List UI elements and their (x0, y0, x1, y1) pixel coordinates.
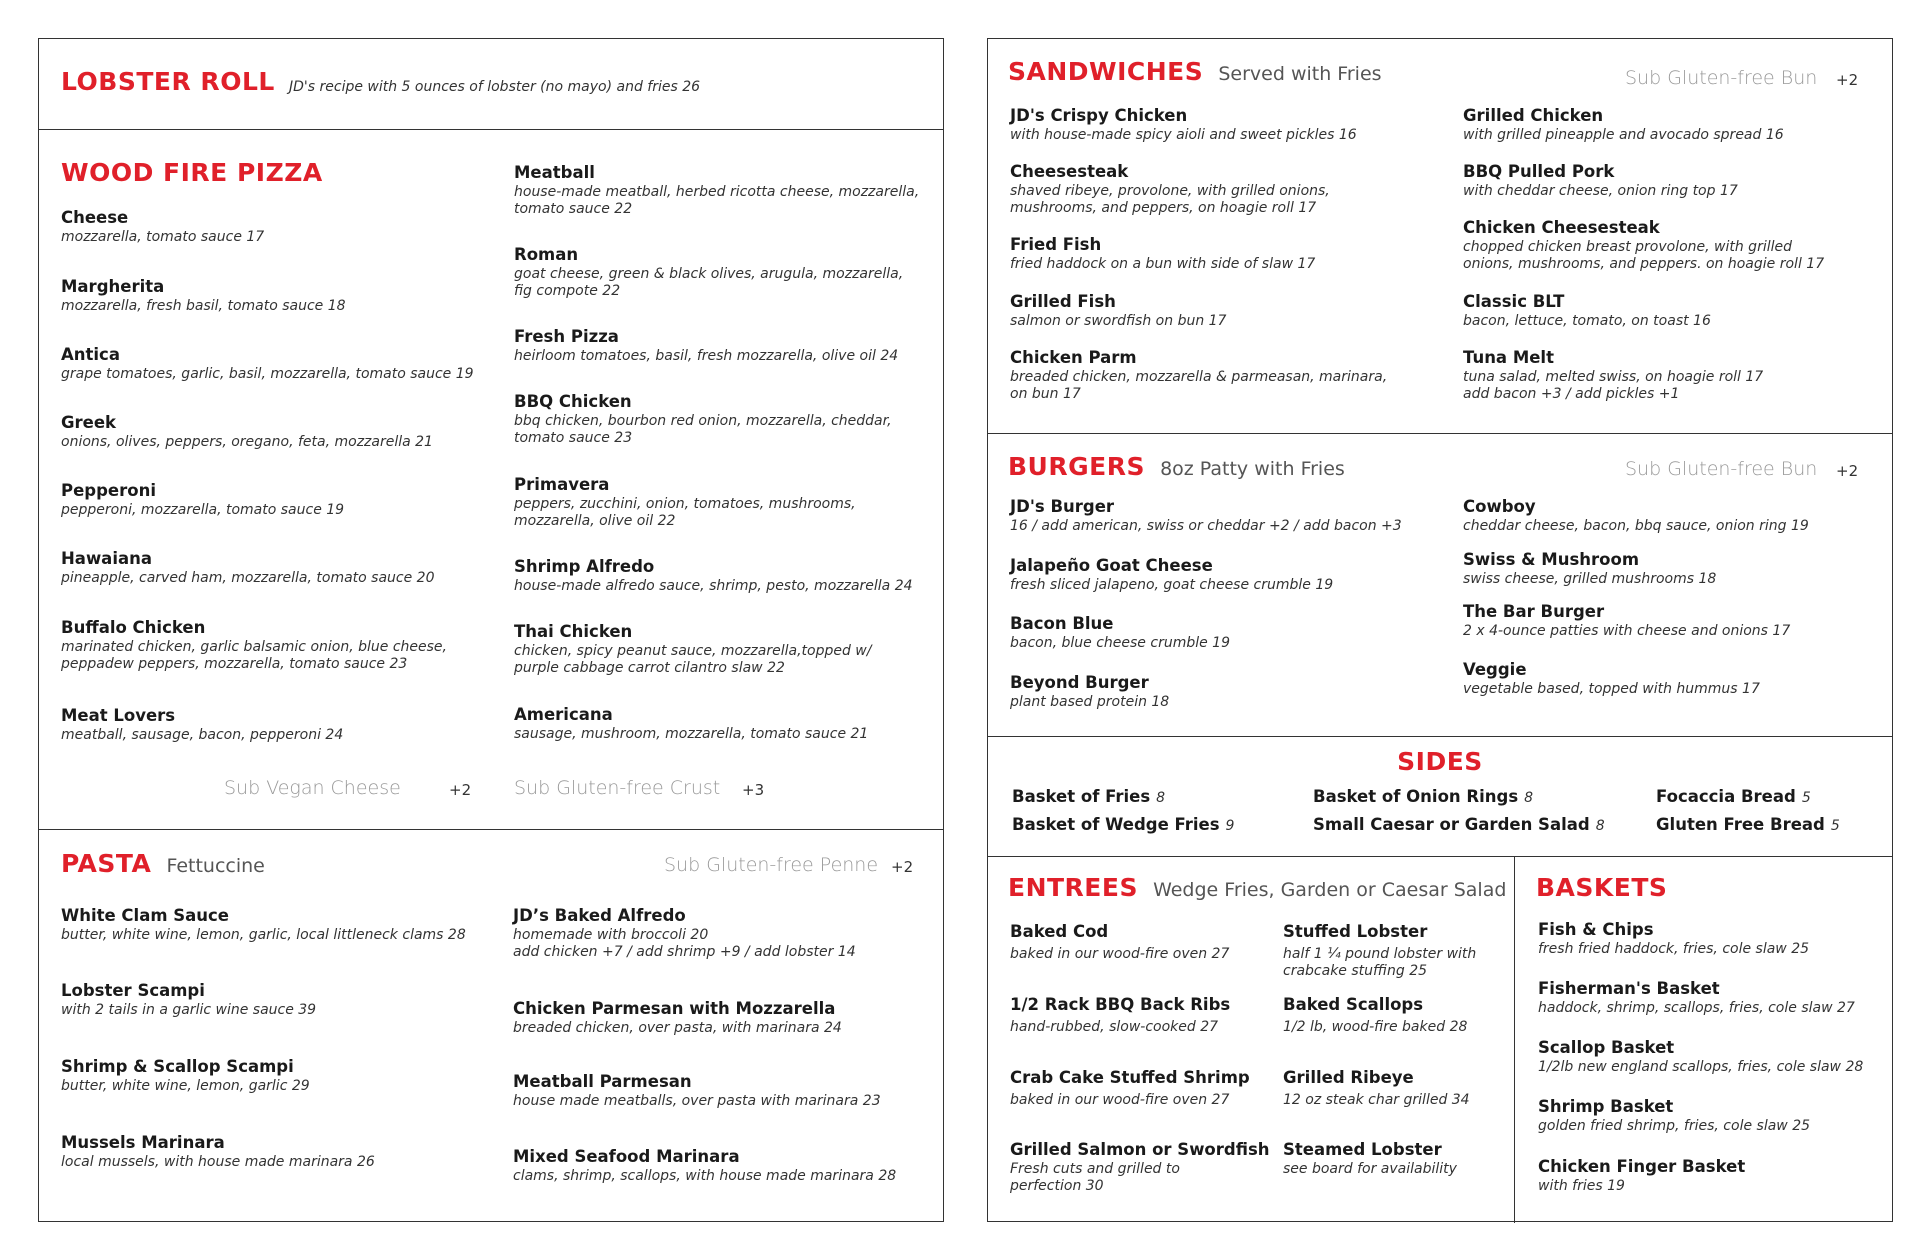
basket-item (1538, 978, 1855, 1017)
item-desc: with house-made spicy aioli and sweet pickles 16 (1010, 127, 1357, 143)
entrees-heading (1008, 873, 1506, 902)
item-desc: fresh fried haddock, fries, cole slaw 25 (1538, 941, 1810, 957)
item-name: Grilled Chicken (1463, 106, 1604, 125)
pasta-section (39, 829, 943, 1223)
entree-item (1010, 1067, 1250, 1109)
item-desc: clams, shrimp, scallops, with house made marinara 28 (513, 1168, 897, 1184)
burgers-subtitle: 8oz Patty with Fries (1160, 458, 1345, 480)
side-price: 8 (1524, 790, 1534, 806)
basket-item (1538, 1096, 1810, 1135)
item-name: Baked Scallops (1283, 995, 1424, 1014)
pizza-item (61, 705, 343, 744)
item-name: BBQ Chicken (514, 392, 632, 411)
sandwich-item (1010, 291, 1226, 330)
burgers-title: BURGERS (1008, 452, 1145, 481)
item-desc: marinated chicken, garlic balsamic onion, blue cheese, peppadew peppers, mozzarella, tomato sauce 23 (61, 639, 447, 672)
side-name: Basket of Wedge Fries (1012, 815, 1220, 834)
burger-item (1463, 601, 1790, 640)
pasta-item (61, 980, 316, 1019)
item-desc: local mussels, with house made marinara 26 (61, 1154, 375, 1170)
item-name: Buffalo Chicken (61, 618, 206, 637)
pizza-item (514, 621, 871, 677)
item-desc: mozzarella, tomato sauce 17 (61, 229, 265, 245)
item-name: Pepperoni (61, 481, 156, 500)
burgers-section (988, 433, 1892, 736)
item-name: Cheese (61, 208, 129, 227)
entree-item (1283, 921, 1476, 980)
item-name: Meat Lovers (61, 706, 176, 725)
item-name: Cheesesteak (1010, 162, 1129, 181)
item-name: Scallop Basket (1538, 1038, 1675, 1057)
sub-vegan-price: +2 (449, 781, 472, 799)
item-desc: see board for availability (1283, 1161, 1457, 1177)
item-name: Fried Fish (1010, 235, 1102, 254)
item-desc: house-made meatball, herbed ricotta cheese, mozzarella, tomato sauce 22 (514, 184, 920, 217)
item-desc: house-made alfredo sauce, shrimp, pesto, mozzarella 24 (514, 578, 913, 594)
burger-item (1010, 555, 1333, 594)
sandwiches-sub-price: +2 (1836, 71, 1859, 89)
item-desc: haddock, shrimp, scallops, fries, cole slaw 27 (1538, 1000, 1855, 1016)
pizza-item (514, 391, 892, 447)
item-name: Shrimp Basket (1538, 1097, 1674, 1116)
item-desc: bacon, blue cheese crumble 19 (1010, 635, 1230, 651)
burger-item (1463, 496, 1809, 535)
side-name: Basket of Fries (1012, 787, 1151, 806)
item-name: Fish & Chips (1538, 920, 1654, 939)
item-desc: bbq chicken, bourbon red onion, mozzarella, cheddar, tomato sauce 23 (514, 413, 892, 446)
item-desc: grape tomatoes, garlic, basil, mozzarella, tomato sauce 19 (61, 366, 474, 382)
sandwiches-sub-note: Sub Gluten-free Bun (1625, 67, 1818, 89)
side-item (1313, 815, 1605, 834)
item-desc: vegetable based, topped with hummus 17 (1463, 681, 1760, 697)
side-item (1012, 815, 1234, 834)
item-desc: mozzarella, fresh basil, tomato sauce 18 (61, 298, 346, 314)
side-name: Focaccia Bread (1656, 787, 1796, 806)
item-name: JD's Burger (1010, 497, 1115, 516)
item-name: White Clam Sauce (61, 906, 229, 925)
item-desc: chicken, spicy peanut sauce, mozzarella,topped w/ purple cabbage carrot cilantro slaw 22 (514, 643, 872, 676)
item-name: Americana (514, 705, 613, 724)
side-price: 5 (1801, 790, 1811, 806)
item-desc: bacon, lettuce, tomato, on toast 16 (1463, 313, 1711, 329)
entree-item (1283, 1139, 1457, 1178)
pizza-item (514, 556, 913, 595)
pasta-item (61, 1132, 375, 1171)
item-desc: half 1 ¼ pound lobster with crabcake stuffing 25 (1283, 946, 1477, 979)
sandwich-item (1010, 234, 1315, 273)
pasta-sub-note: Sub Gluten-free Penne (664, 854, 879, 876)
burger-item (1010, 613, 1230, 652)
item-desc: fresh sliced jalapeno, goat cheese crumble 19 (1010, 577, 1334, 593)
right-menu-panel (987, 38, 1893, 1222)
item-name: Chicken Cheesesteak (1463, 218, 1660, 237)
pizza-item (61, 344, 474, 383)
item-desc: pepperoni, mozzarella, tomato sauce 19 (61, 502, 345, 518)
entrees-subtitle: Wedge Fries, Garden or Caesar Salad (1153, 879, 1507, 901)
item-name: JD's Crispy Chicken (1010, 106, 1188, 125)
sandwich-item (1010, 161, 1330, 217)
item-name: Thai Chicken (514, 622, 633, 641)
item-name: Baked Cod (1010, 922, 1109, 941)
item-desc: butter, white wine, lemon, garlic, local littleneck clams 28 (61, 927, 466, 943)
item-name: Crab Cake Stuffed Shrimp (1010, 1068, 1250, 1087)
item-desc: with fries 19 (1538, 1178, 1625, 1194)
sub-gf-crust-price: +3 (742, 781, 765, 799)
basket-item (1538, 919, 1809, 958)
side-name: Basket of Onion Rings (1313, 787, 1519, 806)
item-desc: baked in our wood-fire oven 27 (1010, 946, 1230, 962)
item-desc: butter, white wine, lemon, garlic 29 (61, 1078, 310, 1094)
item-desc: 16 / add american, swiss or cheddar +2 / add bacon +3 (1010, 518, 1402, 534)
item-name: Margherita (61, 277, 165, 296)
item-desc: meatball, sausage, bacon, pepperoni 24 (61, 727, 344, 743)
item-desc: 2 x 4-ounce patties with cheese and onions 17 (1463, 623, 1791, 639)
item-desc: peppers, zucchini, onion, tomatoes, mushrooms, mozzarella, olive oil 22 (514, 496, 856, 529)
item-name: Veggie (1463, 660, 1527, 679)
item-name: Fresh Pizza (514, 327, 619, 346)
pizza-item (514, 474, 856, 530)
item-name: Meatball (514, 163, 595, 182)
burger-item (1463, 659, 1760, 698)
sandwich-item (1463, 161, 1738, 200)
item-name: Hawaiana (61, 549, 152, 568)
item-desc: cheddar cheese, bacon, bbq sauce, onion ring 19 (1463, 518, 1809, 534)
sub-vegan-note: Sub Vegan Cheese (224, 777, 401, 799)
item-desc: shaved ribeye, provolone, with grilled onions, mushrooms, and peppers, on hoagie roll 17 (1010, 183, 1330, 216)
item-name: Shrimp & Scallop Scampi (61, 1057, 294, 1076)
item-name: Primavera (514, 475, 610, 494)
basket-item (1538, 1156, 1745, 1195)
item-name: Classic BLT (1463, 292, 1565, 311)
pizza-item (61, 276, 346, 315)
item-name: Stuffed Lobster (1283, 922, 1428, 941)
item-name: Greek (61, 413, 117, 432)
pasta-title: PASTA (61, 849, 152, 878)
sub-gf-crust-note: Sub Gluten-free Crust (514, 777, 721, 799)
side-price: 8 (1595, 818, 1605, 834)
pizza-title: WOOD FIRE PIZZA (61, 158, 323, 187)
basket-item (1538, 1037, 1863, 1076)
item-desc: with grilled pineapple and avocado spread 16 (1463, 127, 1784, 143)
burgers-sub-price: +2 (1836, 462, 1859, 480)
pizza-item (514, 704, 868, 743)
item-desc: fried haddock on a bun with side of slaw 17 (1010, 256, 1316, 272)
item-name: Beyond Burger (1010, 673, 1149, 692)
item-name: Chicken Finger Basket (1538, 1157, 1746, 1176)
item-desc: homemade with broccoli 20 add chicken +7 / add shrimp +9 / add lobster 14 (513, 927, 856, 960)
item-desc: 12 oz steak char grilled 34 (1283, 1092, 1470, 1108)
burger-item (1463, 549, 1716, 588)
entrees-baskets-section (988, 856, 1892, 1223)
sandwich-item (1010, 347, 1387, 403)
pasta-item (513, 998, 842, 1037)
item-name: Meatball Parmesan (513, 1072, 692, 1091)
sandwich-item (1010, 105, 1357, 144)
item-name: BBQ Pulled Pork (1463, 162, 1615, 181)
pasta-item (513, 1146, 896, 1185)
sides-section (988, 736, 1892, 856)
item-name: Tuna Melt (1463, 348, 1554, 367)
pasta-item (61, 905, 466, 944)
left-menu-panel (38, 38, 944, 1222)
item-desc: salmon or swordfish on bun 17 (1010, 313, 1227, 329)
item-name: Grilled Salmon or Swordfish (1010, 1140, 1270, 1159)
item-desc: swiss cheese, grilled mushrooms 18 (1463, 571, 1717, 587)
item-name: Chicken Parmesan with Mozzarella (513, 999, 836, 1018)
side-item (1012, 787, 1165, 806)
sandwiches-title: SANDWICHES (1008, 57, 1204, 86)
item-name: Chicken Parm (1010, 348, 1137, 367)
item-desc: heirloom tomatoes, basil, fresh mozzarella, olive oil 24 (514, 348, 899, 364)
item-desc: tuna salad, melted swiss, on hoagie roll 17 add bacon +3 / add pickles +1 (1463, 369, 1764, 402)
pizza-item (61, 617, 447, 673)
lobster-roll-desc: JD's recipe with 5 ounces of lobster (no mayo) and fries 26 (289, 79, 701, 95)
pizza-item (61, 412, 433, 451)
sandwiches-section (988, 39, 1892, 433)
item-name: 1/2 Rack BBQ Back Ribs (1010, 995, 1231, 1014)
item-name: Bacon Blue (1010, 614, 1114, 633)
item-desc: 1/2lb new england scallops, fries, cole slaw 28 (1538, 1059, 1864, 1075)
item-desc: hand-rubbed, slow-cooked 27 (1010, 1019, 1219, 1035)
side-price: 8 (1156, 790, 1166, 806)
side-name: Small Caesar or Garden Salad (1313, 815, 1590, 834)
item-desc: golden fried shrimp, fries, cole slaw 25 (1538, 1118, 1811, 1134)
item-desc: breaded chicken, over pasta, with marinara 24 (513, 1020, 842, 1036)
item-desc: sausage, mushroom, mozzarella, tomato sauce 21 (514, 726, 869, 742)
entree-item (1283, 994, 1467, 1036)
item-name: Mussels Marinara (61, 1133, 225, 1152)
side-price: 9 (1225, 818, 1235, 834)
item-name: Cowboy (1463, 497, 1536, 516)
pasta-item (513, 905, 856, 961)
pasta-sub-price: +2 (891, 858, 914, 876)
pasta-subtitle: Fettuccine (166, 855, 265, 877)
burgers-sub-note: Sub Gluten-free Bun (1625, 458, 1818, 480)
entree-item (1283, 1067, 1470, 1109)
side-item (1313, 787, 1533, 806)
entree-item (1010, 921, 1229, 963)
item-desc: pineapple, carved ham, mozzarella, tomato sauce 20 (61, 570, 435, 586)
sandwich-item (1463, 105, 1784, 144)
side-name: Gluten Free Bread (1656, 815, 1825, 834)
item-desc: goat cheese, green & black olives, arugula, mozzarella, fig compote 22 (514, 266, 904, 299)
item-name: Grilled Fish (1010, 292, 1116, 311)
pizza-section (39, 129, 943, 829)
entree-item (1010, 1139, 1270, 1195)
pizza-item (61, 480, 344, 519)
sides-title: SIDES (1397, 747, 1483, 776)
pasta-item (513, 1071, 881, 1110)
pizza-item (514, 244, 903, 300)
item-desc: baked in our wood-fire oven 27 (1010, 1092, 1230, 1108)
pasta-heading (61, 849, 265, 878)
item-name: Fisherman's Basket (1538, 979, 1720, 998)
side-item (1656, 787, 1811, 806)
item-name: Antica (61, 345, 120, 364)
item-name: Steamed Lobster (1283, 1140, 1442, 1159)
pasta-item (61, 1056, 310, 1095)
entree-item (1010, 994, 1230, 1036)
item-name: Mixed Seafood Marinara (513, 1147, 740, 1166)
item-desc: Fresh cuts and grilled to perfection 30 (1010, 1161, 1180, 1194)
item-desc: house made meatballs, over pasta with marinara 23 (513, 1093, 881, 1109)
item-name: The Bar Burger (1463, 602, 1605, 621)
entrees-title: ENTREES (1008, 873, 1138, 902)
sandwich-item (1463, 217, 1824, 273)
column-divider (1514, 857, 1515, 1223)
burger-item (1010, 496, 1402, 535)
pizza-item (61, 548, 434, 587)
side-price: 5 (1830, 818, 1840, 834)
item-name: Shrimp Alfredo (514, 557, 655, 576)
item-desc: with 2 tails in a garlic wine sauce 39 (61, 1002, 317, 1018)
baskets-title: BASKETS (1536, 873, 1668, 902)
sandwich-item (1463, 291, 1711, 330)
item-desc: breaded chicken, mozzarella & parmeasan, marinara, on bun 17 (1010, 369, 1388, 402)
item-name: Grilled Ribeye (1283, 1068, 1414, 1087)
item-desc: chopped chicken breast provolone, with grilled onions, mushrooms, and peppers. on hoagie roll 17 (1463, 239, 1825, 272)
pizza-item (61, 207, 264, 246)
lobster-roll-section (39, 39, 943, 129)
item-desc: 1/2 lb, wood-fire baked 28 (1283, 1019, 1468, 1035)
item-name: JD’s Baked Alfredo (513, 906, 686, 925)
pizza-item (514, 162, 919, 218)
item-desc: with cheddar cheese, onion ring top 17 (1463, 183, 1738, 199)
item-name: Swiss & Mushroom (1463, 550, 1640, 569)
item-name: Lobster Scampi (61, 981, 205, 1000)
item-desc: onions, olives, peppers, oregano, feta, mozzarella 21 (61, 434, 433, 450)
side-item (1656, 815, 1840, 834)
lobster-roll-title: LOBSTER ROLL (61, 67, 275, 96)
sandwich-item (1463, 347, 1763, 403)
item-desc: plant based protein 18 (1010, 694, 1170, 710)
sandwiches-heading (1008, 57, 1382, 86)
burgers-heading (1008, 452, 1345, 481)
item-name: Jalapeño Goat Cheese (1010, 556, 1213, 575)
sandwiches-subtitle: Served with Fries (1218, 63, 1382, 85)
item-name: Roman (514, 245, 579, 264)
pizza-item (514, 326, 898, 365)
burger-item (1010, 672, 1169, 711)
